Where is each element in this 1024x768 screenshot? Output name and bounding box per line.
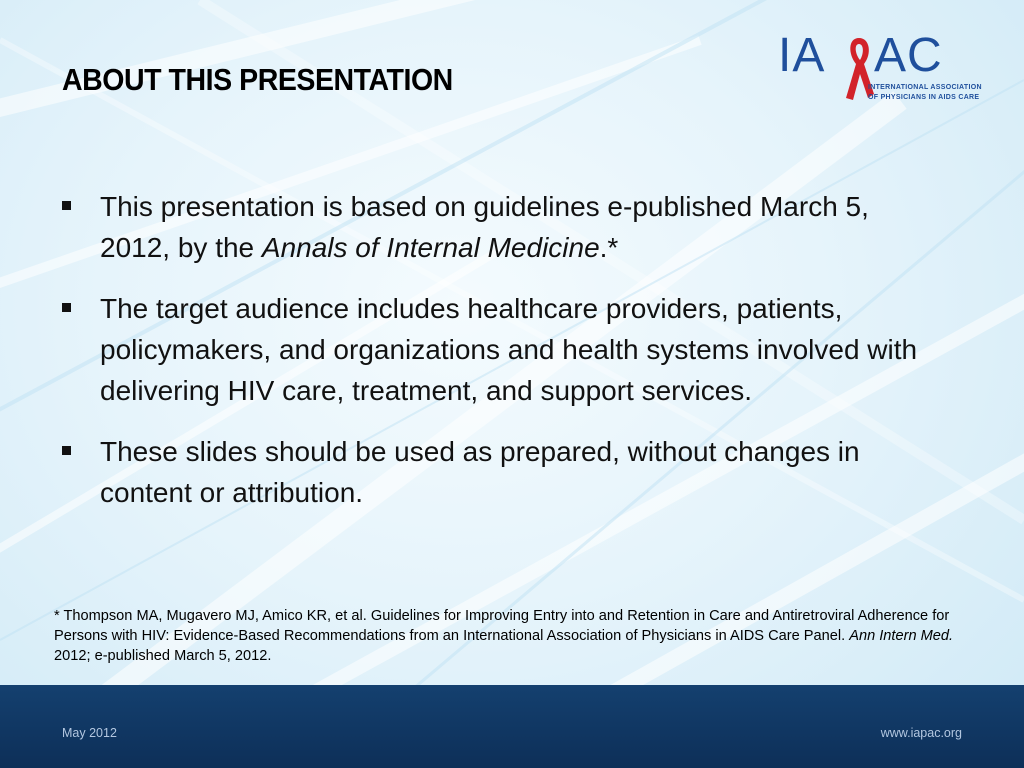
logo-text-right: AC — [874, 29, 943, 82]
slide-title: ABOUT THIS PRESENTATION — [62, 62, 453, 97]
bullet-list — [62, 186, 922, 533]
logo-text-left: IA — [778, 29, 826, 82]
iapac-logo — [778, 28, 993, 108]
bullet-item — [62, 431, 922, 513]
bullet-text-end: .* — [599, 232, 619, 263]
footnote-journal: Ann Intern Med. — [849, 628, 954, 644]
footnote-text: * Thompson MA, Mugavero MJ, Amico KR, et al. Guidelines for Improving Entry into and Retention in Care and Antiretroviral Adherence for Persons with HIV: Evidence-Based Recommendations from an International Association of Physicians in AIDS Care Panel. — [54, 608, 950, 644]
bullet-text: The target audience includes healthcare providers, patients, policymakers, and organizations and health systems involved with delivering HIV care, treatment, and support services. — [100, 293, 918, 406]
square-bullet-icon — [62, 303, 71, 312]
footer-url[interactable]: www.iapac.org — [880, 726, 962, 740]
logo-subtitle-2: OF PHYSICIANS IN AIDS CARE — [868, 94, 980, 101]
footer-bar — [0, 685, 1024, 768]
square-bullet-icon — [62, 201, 71, 210]
bullet-item — [62, 186, 922, 268]
square-bullet-icon — [62, 446, 71, 455]
bullet-item — [62, 288, 922, 411]
journal-name: Annals of Internal Medicine — [261, 232, 600, 263]
footer-date: May 2012 — [62, 726, 117, 740]
logo-subtitle-1: INTERNATIONAL ASSOCIATION — [868, 84, 982, 91]
footnote-text-end: 2012; e-published March 5, 2012. — [54, 648, 272, 664]
bullet-text: These slides should be used as prepared, without changes in content or attribution. — [100, 436, 860, 508]
citation-footnote — [54, 606, 974, 666]
bullet-text: This presentation is based on guidelines e-published March 5, 2012, by the — [100, 191, 869, 263]
